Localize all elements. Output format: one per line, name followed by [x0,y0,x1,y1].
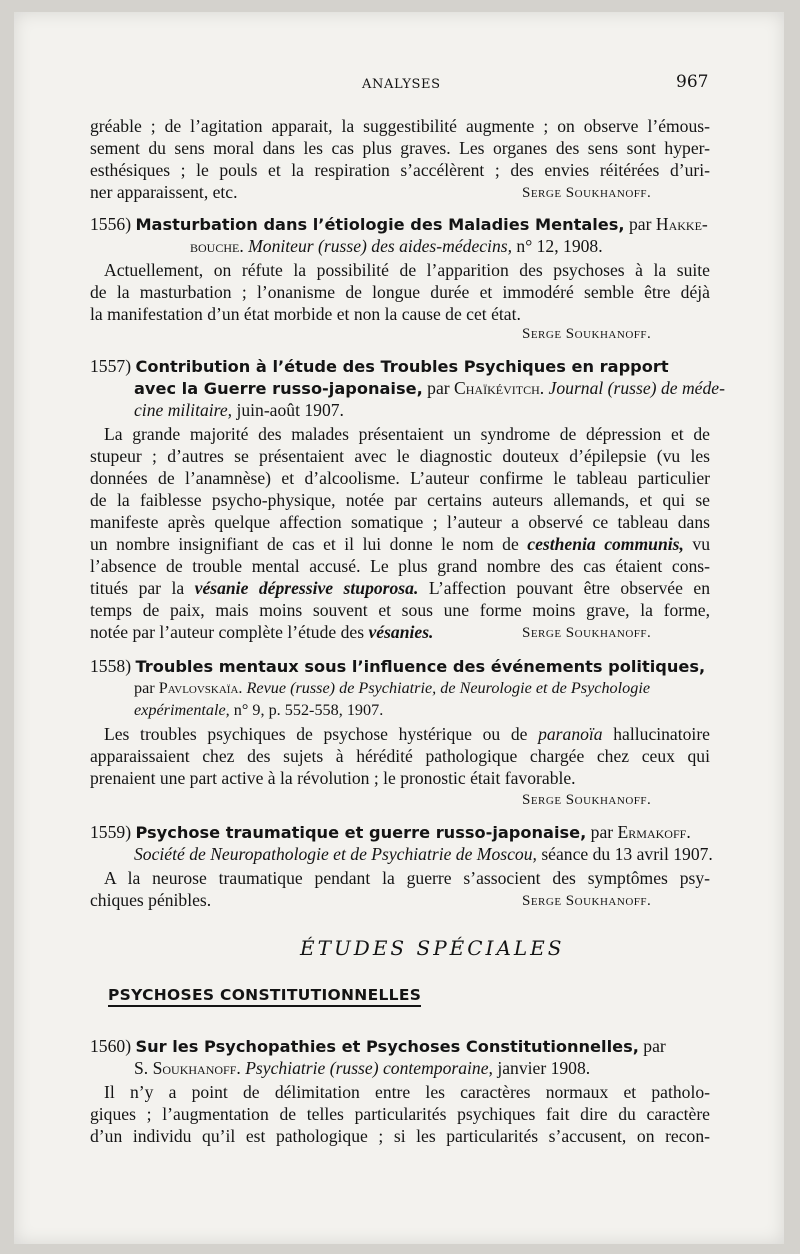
entry-1557-line-3: données de l’anamnèse) et d’alcoolisme. L’auteur confirme le tableau particulier [90,468,710,488]
ref-prefix: par [590,822,618,842]
text: un nombre insignifiant de cas et il lui donne le nom de [90,534,528,554]
entry-title: Troubles mentaux sous l’influence des événements politiques, [135,657,706,676]
text: hallucinatoire [602,724,710,744]
intro-line-1: gréable ; de l’agitation apparait, la suggestibilité augmente ; on observe l’émous- [90,116,710,136]
entry-title: Masturbation dans l’étiologie des Maladies Mentales, [135,215,625,234]
entry-1560-line-3: d’un individu qu’il est pathologique ; si les particularités s’accusent, on recon- [90,1126,710,1146]
entry-number: 1556) [90,214,132,234]
intro-line-2: sement du sens moral dans les cas plus graves. Les organes des sens sont hyper- [90,138,710,158]
entry-title-cont: avec la Guerre russo-japonaise, [134,379,423,398]
ref-prefix: par [628,214,656,234]
entry-title: Contribution à l’étude des Troubles Psychiques en rapport [135,357,669,376]
entry-1557-line-9: temps de paix, mais moins souvent et sous une forme moins grave, la forme, [90,600,710,620]
entry-1558-heading [90,656,705,677]
intro-line-4: ner apparaissent, etc. [90,182,238,202]
entry-1558-ref [134,678,650,698]
signature: Serge Soukhanoff. [522,625,652,641]
signature: Serge Soukhanoff. [522,792,652,808]
entry-1559-heading [90,822,691,843]
journal: Journal (russe) de méde- [548,378,725,398]
journal: Revue (russe) de Psychiatrie, de Neurologie et de Psychologie [246,679,651,697]
journal-cont: cine militaire, [134,400,233,420]
signature: Serge Soukhanoff. [522,326,652,342]
entry-1557-line-6 [90,534,710,554]
term: cesthenia communis, [527,534,684,554]
entry-title: Psychose traumatique et guerre russo-japonaise, [135,823,587,842]
author: Hakke- [655,214,708,234]
author: Ermakoff. [617,822,691,842]
ref-prefix: par [134,679,159,697]
entry-number: 1559) [90,822,132,842]
entry-1560-heading [90,1036,666,1057]
entry-1556-ref [190,236,603,256]
entry-title: Sur les Psychopathies et Psychoses Constitutionnelles, [135,1037,639,1056]
entry-1557-heading-2 [134,378,725,399]
entry-1560-line-2: giques ; l’augmentation de telles particularités psychiques fait dire du caractère [90,1104,710,1124]
entry-1558-line-2: apparaissaient chez des sujets à hérédité pathologique chargée chez ceux qui [90,746,710,766]
entry-1559-ref [134,844,713,864]
author: Pavlovskaïa. [158,679,243,697]
entry-number: 1560) [90,1036,132,1056]
journal: Psychiatrie (russe) contemporaine, [245,1058,493,1078]
section-title: ÉTUDES SPÉCIALES [300,936,565,960]
signature: Serge Soukhanoff. [522,185,652,201]
term: vésanie dépressive stuporosa. [194,578,419,598]
text: Les troubles psychiques de psychose hystérique ou de [104,724,539,744]
entry-number: 1558) [90,656,132,676]
journal: Société de Neuropathologie et de Psychiatrie de Moscou, [134,844,537,864]
author: S. Soukhanoff. [134,1058,241,1078]
text: L’affection pouvant être observée en [418,578,710,598]
entry-1556-heading [90,214,708,235]
entry-1558-ref-2 [134,700,383,720]
entry-1557-line-1: La grande majorité des malades présentaient un syndrome de dépression et de [104,424,710,444]
journal-cont: expérimentale, [134,701,230,719]
text: vu [683,534,710,554]
intro-line-3: esthésiques ; le pouls et la respiration s’accélèrent ; des envies réitérées d’uri- [90,160,710,180]
entry-1557-line-7: l’absence de trouble mental accusé. Le plus grand nombre des cas étaient cons- [90,556,710,576]
entry-1557-line-2: stupeur ; d’autres se présentaient avec le diagnostic douteux d’épilepsie (vu les [90,446,710,466]
text: notée par l’auteur complète l’étude des [90,622,369,642]
entry-1558-line-3: prenaient une part active à la révolution ; le pronostic était favorable. [90,768,576,788]
signature: Serge Soukhanoff. [522,893,652,909]
issue: n° 9, p. 552-558, 1907. [233,701,384,719]
entry-1557-ref [134,400,344,420]
rubric-title: PSYCHOSES CONSTITUTIONNELLES [108,986,421,1007]
entry-1558-line-1 [90,724,710,744]
entry-1560-ref [134,1058,590,1078]
author: bouche. [190,236,244,256]
term: paranoïa [538,724,603,744]
ref-prefix: par [427,378,455,398]
entry-1559-line-1: A la neurose traumatique pendant la guerre s’associent des symptômes psy- [104,868,710,888]
date: janvier 1908. [497,1058,591,1078]
author: Chaïkévitch. [454,378,545,398]
running-title: ANALYSES [362,77,441,92]
entry-1557-heading [90,356,669,377]
entry-1557-line-8 [90,578,710,598]
issue: n° 12, 1908. [516,236,603,256]
date: juin-août 1907. [236,400,344,420]
entry-1557-line-5: manifeste après quelque affection somatique ; l’auteur a observé ce tableau dans [90,512,710,532]
entry-1556-line-2: de la masturbation ; l’onanisme de longue durée et immodéré semble être déjà [90,282,710,302]
entry-1557-line-4: de la faiblesse psycho-physique, notée par certains auteurs allemands, et qui se [90,490,710,510]
date: séance du 13 avril 1907. [541,844,713,864]
entry-1557-line-10 [90,622,433,642]
journal: Moniteur (russe) des aides-médecins, [248,236,512,256]
page-number: 967 [676,72,709,92]
term: vésanies. [368,622,434,642]
entry-1560-line-1: Il n’y a point de délimitation entre les caractères normaux et patholo- [104,1082,710,1102]
entry-1559-line-2: chiques pénibles. [90,890,212,910]
ref-prefix: par [643,1036,666,1056]
entry-number: 1557) [90,356,132,376]
entry-1556-line-1: Actuellement, on réfute la possibilité de l’apparition des psychoses à la suite [104,260,710,280]
entry-1556-line-3: la manifestation d’un état morbide et non la cause de cet état. [90,304,521,324]
text: titués par la [90,578,195,598]
